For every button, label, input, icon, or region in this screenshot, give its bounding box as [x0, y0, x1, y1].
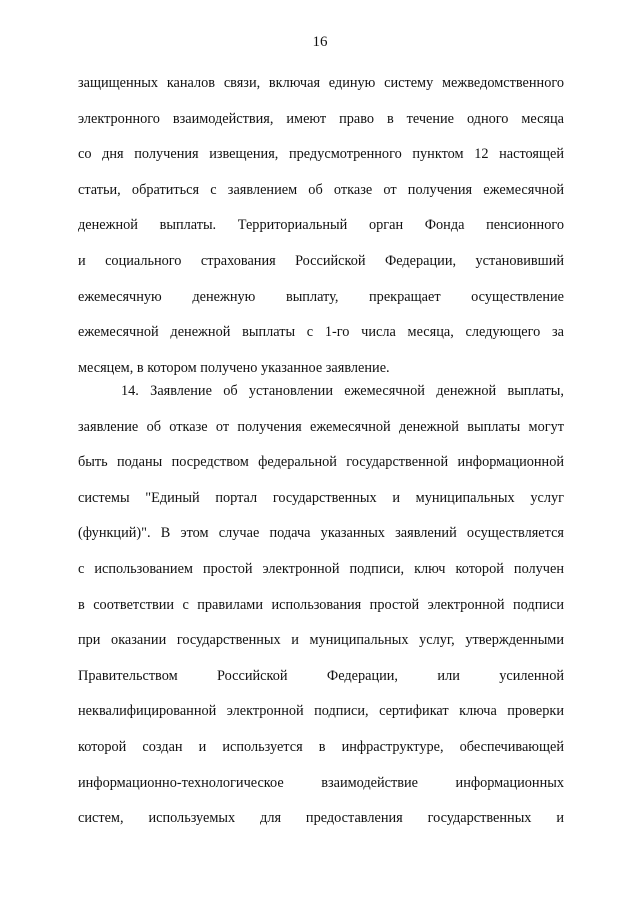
- text-line: ежемесячную денежную выплату, прекращает осуществление: [78, 288, 564, 305]
- text-line: систем, используемых для предоставления государственных и: [78, 810, 564, 827]
- text-line: статьи, обратиться с заявлением об отказе от получения ежемесячной: [78, 181, 564, 198]
- paragraph-continuation: [78, 72, 564, 392]
- text-line: 14. Заявление об установлении ежемесячной денежной выплаты,: [121, 383, 564, 399]
- text-line: которой создан и используется в инфраструктуре, обеспечивающей: [78, 738, 564, 755]
- text-line: неквалифицированной электронной подписи, сертификат ключа проверки: [78, 703, 564, 720]
- text-line: быть поданы посредством федеральной государственной информационной: [78, 454, 564, 471]
- text-line: месяцем, в котором получено указанное заявление.: [78, 359, 390, 376]
- text-line: со дня получения извещения, предусмотренного пунктом 12 настоящей: [78, 146, 564, 163]
- paragraph-item-14: [78, 380, 564, 843]
- text-line: заявление об отказе от получения ежемесячной денежной выплаты могут: [78, 418, 564, 435]
- text-line: при оказании государственных и муниципальных услуг, утвержденными: [78, 632, 564, 649]
- page-number: 16: [312, 34, 328, 50]
- text-line: ежемесячной денежной выплаты с 1-го числа месяца, следующего за: [78, 324, 564, 341]
- text-line: с использованием простой электронной подписи, ключ которой получен: [78, 560, 564, 577]
- text-line: и социального страхования Российской Федерации, установивший: [78, 252, 564, 269]
- text-line: денежной выплаты. Территориальный орган Фонда пенсионного: [78, 217, 564, 234]
- text-line: защищенных каналов связи, включая единую систему межведомственного: [78, 75, 564, 91]
- text-line: информационно-технологическое взаимодействие информационных: [78, 774, 564, 791]
- text-line: Правительством Российской Федерации, или усиленной: [78, 667, 564, 684]
- text-line: в соответствии с правилами использования простой электронной подписи: [78, 596, 564, 613]
- text-line: электронного взаимодействия, имеют право в течение одного месяца: [78, 110, 564, 127]
- text-line: (функций)". В этом случае подача указанных заявлений осуществляется: [78, 525, 564, 542]
- text-line: системы "Единый портал государственных и муниципальных услуг: [78, 489, 564, 506]
